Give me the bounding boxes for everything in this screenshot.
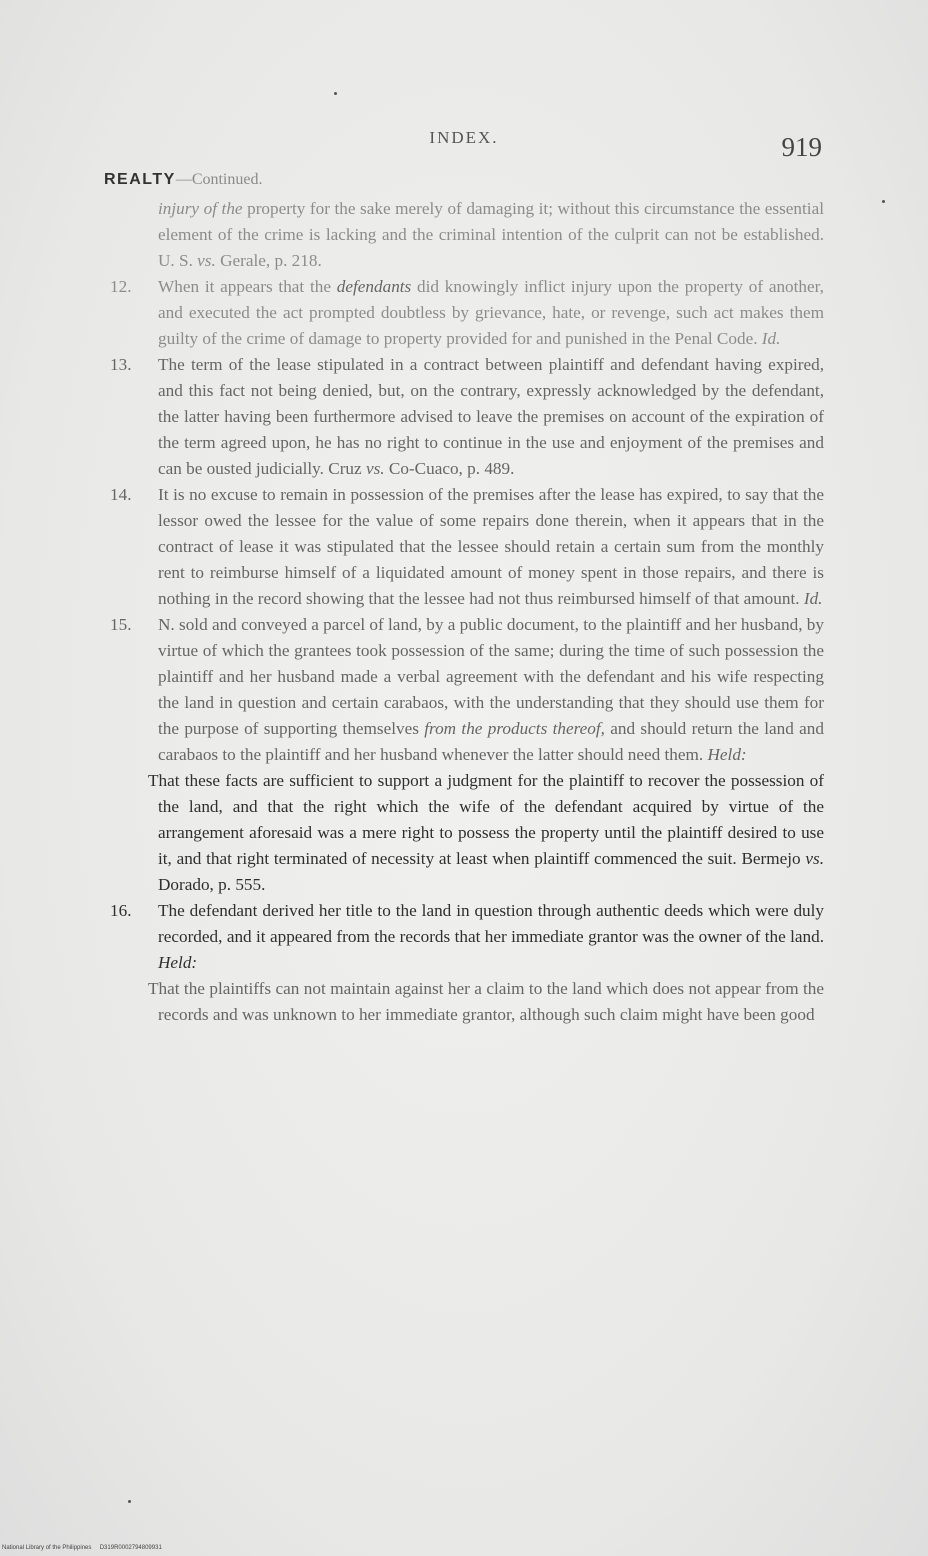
entry-number: 15. [110, 615, 132, 634]
held-label: Held: [707, 745, 747, 764]
entry-number: 13. [110, 355, 132, 374]
held-label: Held: [158, 953, 198, 972]
index-body [110, 196, 824, 1028]
entry-15-holding: That these facts are sufficient to support a judgment for the plaintiff to recover the possession of the land, and that the right which the wife of the defendant acquired by virtue of the arrangement aforesaid was a mere right to possess the property until the plaintiff desired to use it, and that right terminated of necessity at least when plaintiff commenced the suit. Bermejo vs. Dorado, p. 555. [148, 771, 824, 894]
entry-14: 14. It is no excuse to remain in possession of the premises after the lease has expired, to say that the lessor owed the lessee for the value of some repairs done therein, when it appears that in the contract of lease it was stipulated that the lessee should retain a certain sum from the monthly rent to reimburse himself of a liquidated amount of money spent in those repairs, and there is nothing in the record showing that the lessee had not thus reimbursed himself of that amount. Id. [110, 482, 824, 612]
speck [128, 1500, 131, 1503]
entry-number: 14. [110, 485, 132, 504]
entry-16-holding: That the plaintiffs can not maintain against her a claim to the land which does not appear from the records and was unknown to her immediate grantor, although such claim might have been good [148, 979, 824, 1024]
section-continued: —Continued. [175, 171, 263, 188]
running-header: INDEX. [429, 128, 499, 147]
scan-footer: National Library of the Philippines D319R0002794809931 [2, 1545, 162, 1551]
section-heading [104, 168, 262, 189]
entry-11-continued: injury of the property for the sake merely of damaging it; without this circumstance the essential element of the crime is lacking and the criminal intention of the culprit can not be established. U. S. vs. Gerale, p. 218. [158, 199, 824, 270]
entry-13: 13. The term of the lease stipulated in a contract between plaintiff and defendant having expired, and this fact not being denied, but, on the contrary, expressly acknowledged by the defendant, the latter having been furthermore advised to leave the premises on account of the expiration of the term agreed upon, he has no right to continue in the use and enjoyment of the premises and can be ousted judicially. Cruz vs. Co-Cuaco, p. 489. [110, 352, 824, 482]
entry-number: 12. [110, 277, 132, 296]
speck [882, 200, 885, 203]
entry-15: 15. N. sold and conveyed a parcel of land, by a public document, to the plaintiff and her husband, by virtue of which the grantees took possession of the same; during the time of such possession the plaintiff and her husband made a verbal agreement with the defendant and his wife respecting the land in question and certain carabaos, with the understanding that they should use them for the purpose of supporting themselves from the products thereof, and should return the land and carabaos to the plaintiff and her husband whenever the latter should need them. Held: [110, 612, 824, 768]
speck [334, 92, 337, 95]
page-number: 919 [781, 132, 822, 162]
section-term: REALTY [104, 171, 176, 188]
entry-number: 16. [110, 901, 132, 920]
citation: Id. [803, 589, 823, 608]
entry-16: 16. The defendant derived her title to the land in question through authentic deeds which were duly recorded, and it appeared from the records that her immediate grantor was the owner of the land. Held: [110, 898, 824, 976]
entry-12: 12. When it appears that the defendants did knowingly inflict injury upon the property of another, and executed the act prompted doubtless by grievance, hate, or revenge, such act makes them guilty of the crime of damage to property provided for and punished in the Penal Code. Id. [110, 274, 824, 352]
citation: Id. [761, 329, 781, 348]
